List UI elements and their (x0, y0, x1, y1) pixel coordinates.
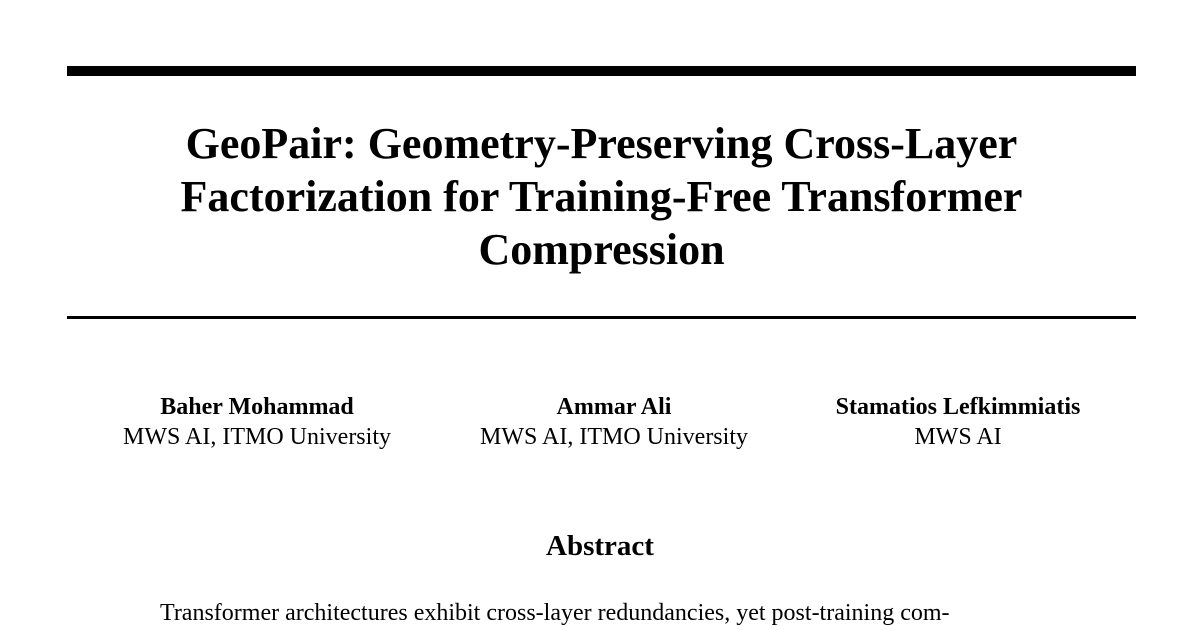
paper-title (67, 117, 1136, 276)
author-block (788, 392, 1128, 452)
author-affiliation: MWS AI (914, 424, 1002, 450)
author-affiliation: MWS AI, ITMO University (123, 424, 391, 450)
author-name: Baher Mohammad (160, 394, 354, 420)
title-bottom-rule (67, 316, 1136, 319)
abstract-heading: Abstract (546, 530, 654, 562)
title-line: Compression (478, 225, 725, 274)
title-top-rule (67, 66, 1136, 76)
abstract-text: Transformer architectures exhibit cross-layer redundancies, yet post-training com- (160, 600, 950, 626)
title-line: Factorization for Training-Free Transformer (180, 172, 1023, 221)
author-name: Stamatios Lefkimmiatis (835, 394, 1081, 420)
author-name: Ammar Ali (556, 394, 672, 420)
author-block (87, 392, 427, 452)
author-affiliation: MWS AI, ITMO University (480, 424, 748, 450)
author-block (444, 392, 784, 452)
title-line: GeoPair: Geometry-Preserving Cross-Layer (185, 119, 1018, 168)
